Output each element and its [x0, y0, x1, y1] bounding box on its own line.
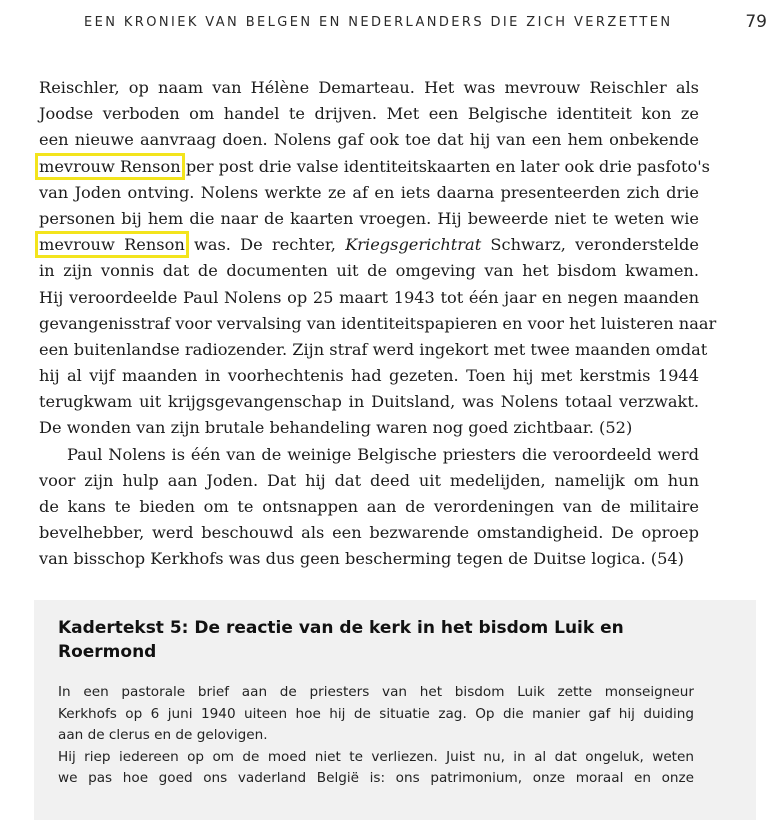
sidebar-line: we pas hoe goed ons vaderland België is: ons patrimonium, onze moraal en onze — [58, 770, 694, 787]
text-line: voor zijn hulp aan Joden. Dat hij dat deed uit medelijden, namelijk om hun — [39, 470, 699, 490]
text-line: de kans te bieden om te ontsnappen aan de verordeningen van de militaire — [39, 497, 699, 516]
italic-term: Kriegsgerichtrat — [345, 235, 482, 255]
text-line: personen bij hem die naar de kaarten vroegen. Hij beweerde niet te weten wie — [39, 208, 699, 228]
text-line-tail: Schwarz, veronderstelde — [481, 235, 699, 255]
page-number: 79 — [745, 12, 767, 32]
text-line: een nieuwe aanvraag doen. Nolens gaf ook toe dat hij van een hem onbekende — [39, 130, 699, 150]
sidebar-line: aan de clerus en de gelovigen. — [58, 727, 268, 744]
sidebar-box — [34, 600, 756, 820]
sidebar-line: Kerkhofs op 6 juni 1940 uiteen hoe hij de situatie zag. Op die manier gaf hij duiding — [58, 705, 694, 722]
text-line: Reischler, op naam van Hélène Demarteau. Het was mevrouw Reischler als — [39, 78, 699, 97]
text-line — [39, 232, 699, 258]
text-line: van Joden ontving. Nolens werkte ze af en iets daarna presenteerden zich drie — [39, 182, 699, 202]
text-line-rest: per post drie valse identiteitskaarten en later ook drie pasfoto's — [180, 156, 710, 176]
sidebar-text — [58, 682, 694, 790]
text-line: De wonden van zijn brutale behandeling waren nog goed zichtbaar. (52) — [39, 418, 633, 438]
text-line: bevelhebber, werd beschouwd als een bezwarende omstandigheid. De oproep — [39, 523, 699, 543]
text-line: een buitenlandse radiozender. Zijn straf werd ingekort met twee maanden omdat — [39, 339, 708, 359]
sidebar-title: Kadertekst 5: De reactie van de kerk in het bisdom Luik en Roermond — [58, 618, 624, 662]
running-head — [0, 0, 781, 48]
text-line — [39, 154, 710, 180]
text-line: Paul Nolens is één van de weinige Belgische priesters die veroordeeld werd — [67, 444, 699, 464]
text-line: Hij veroordeelde Paul Nolens op 25 maart 1943 tot één jaar en negen maanden — [39, 287, 699, 307]
text-line: van bisschop Kerkhofs was dus geen bescherming tegen de Duitse logica. (54) — [39, 549, 684, 569]
highlighted-name: mevrouw Renson — [39, 156, 181, 176]
text-line: gevangenisstraf voor vervalsing van identiteitspapieren en voor het luisteren naar — [39, 313, 717, 333]
sidebar-line: Hij riep iedereen op om de moed niet te verliezen. Juist nu, in al dat ongeluk, weten — [58, 748, 694, 765]
text-line: in zijn vonnis dat de documenten uit de omgeving van het bisdom kwamen. — [39, 261, 699, 281]
text-line: Joodse verboden om handel te drijven. Met een Belgische identiteit kon ze — [39, 104, 699, 124]
text-line-rest: was. De rechter, — [184, 235, 346, 255]
text-line: terugkwam uit krijgsgevangenschap in Duitsland, was Nolens totaal verzwakt. — [39, 392, 699, 412]
running-title: EEN KRONIEK VAN BELGEN EN NEDERLANDERS DIE ZICH VERZETTEN — [84, 15, 673, 30]
sidebar-line: In een pastorale brief aan de priesters van het bisdom Luik zette monseigneur — [58, 684, 694, 700]
highlighted-name: mevrouw Renson — [39, 235, 185, 255]
text-line: hij al vijf maanden in voorhechtenis had gezeten. Toen hij met kerstmis 1944 — [39, 366, 699, 386]
body-text — [39, 75, 717, 573]
